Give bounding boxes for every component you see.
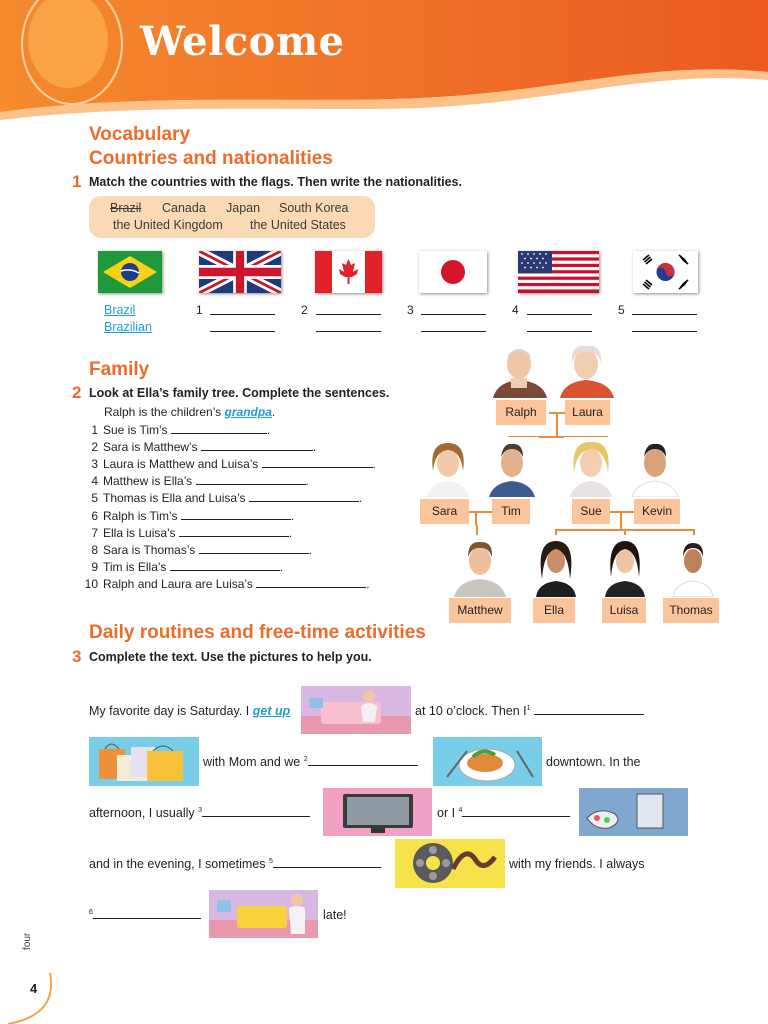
laura-photo (556, 340, 617, 398)
word-box (89, 196, 375, 238)
sentence-number: 10 (84, 577, 98, 591)
blank-number: 4 (458, 806, 463, 814)
answer-blank[interactable] (202, 807, 310, 817)
sentence-text: Sara is Thomas’s (103, 543, 196, 557)
sentence-text: Thomas is Ella and Luisa’s (103, 491, 246, 505)
name-tag-sue: Sue (572, 499, 610, 524)
exercise-instruction: Match the countries with the flags. Then write the nationalities. (89, 175, 462, 189)
get-up-picture (301, 686, 411, 734)
japan-flag (419, 251, 487, 293)
period: . (271, 405, 276, 419)
sentence-number: 9 (91, 560, 98, 574)
answer-blank[interactable] (462, 807, 570, 817)
word-item: Japan (226, 201, 261, 215)
blank-number: 5 (618, 303, 625, 317)
blank-number: 4 (512, 303, 519, 317)
sentence-text: Sue is Tim’s (103, 423, 168, 437)
text: at 10 o’clock. Then I (415, 704, 527, 718)
example-text: Ralph is the children’s (104, 405, 222, 419)
sentence-text: Ella is Luisa’s (103, 526, 176, 540)
sentence-number: 7 (91, 526, 98, 540)
countries-heading: Countries and nationalities (89, 148, 333, 169)
blank-number: 6 (89, 908, 93, 916)
thomas-photo (671, 535, 715, 597)
header-wave-graphic (0, 0, 768, 120)
answer-blank[interactable] (201, 441, 313, 451)
text-line-2b: downtown. In the (546, 755, 641, 769)
sentence-3: 3 Laura is Matthew and Luisa’s . (84, 457, 376, 471)
text-line-5a (89, 908, 201, 922)
ella-photo (534, 535, 578, 597)
luisa-photo (603, 535, 647, 597)
sentence-4: 4 Matthew is Ella’s . (84, 474, 309, 488)
sentence-number: 6 (91, 509, 98, 523)
name-tag-laura: Laura (565, 400, 610, 425)
exercise-number: 1 (72, 172, 82, 191)
blank-number: 2 (303, 755, 308, 763)
text-line-3b (437, 806, 570, 820)
header-banner (0, 0, 768, 120)
country-blank[interactable] (316, 314, 381, 315)
nationality-blank[interactable] (632, 331, 697, 332)
text-line-4b: with my friends. I always (509, 857, 645, 871)
nationality-blank[interactable] (527, 331, 592, 332)
vocabulary-heading: Vocabulary (89, 124, 191, 145)
sentence-number: 8 (91, 543, 98, 557)
country-blank[interactable] (421, 314, 486, 315)
sentence-number: 4 (91, 474, 98, 488)
tree-connector (475, 511, 477, 525)
shopping-picture (89, 737, 199, 786)
blank-number: 5 (268, 857, 273, 865)
name-tag-tim: Tim (492, 499, 530, 524)
word-item: Canada (162, 201, 206, 215)
tree-connector (556, 412, 558, 436)
word-item: the United Kingdom (113, 218, 223, 232)
nationality-blank[interactable] (316, 331, 381, 332)
name-tag-ella: Ella (533, 598, 575, 623)
blank-number: 1 (196, 303, 203, 317)
go-to-bed-picture (209, 890, 318, 938)
sentence-9: 9 Tim is Ella’s . (84, 560, 283, 574)
sentence-text: Matthew is Ella’s (103, 474, 193, 488)
answer-blank[interactable] (262, 458, 373, 468)
text: or I (437, 806, 456, 820)
sentence-text: Laura is Matthew and Luisa’s (103, 457, 259, 471)
page-number-word: four (22, 932, 33, 950)
exercise-number: 3 (72, 647, 82, 666)
blank-number: 1 (526, 704, 531, 712)
text-line-2a (203, 755, 418, 769)
ralph-photo (489, 340, 550, 398)
answer-blank[interactable] (179, 527, 289, 537)
sentence-text: Ralph is Tim’s (103, 509, 178, 523)
answer-blank[interactable] (273, 858, 381, 868)
example-sentence (104, 405, 275, 419)
text-line-5b: late! (323, 908, 347, 922)
word-item: the United States (250, 218, 346, 232)
blank-number: 2 (301, 303, 308, 317)
word-item: South Korea (279, 201, 349, 215)
text-line-1b (415, 704, 644, 718)
name-tag-matthew: Matthew (449, 598, 511, 623)
page-title: Welcome (140, 18, 345, 65)
sentence-number: 5 (91, 491, 98, 505)
kevin-photo (628, 437, 682, 497)
text: afternoon, I usually (89, 806, 195, 820)
sentence-number: 2 (91, 440, 98, 454)
page-number: 4 (30, 981, 38, 996)
answer-blank[interactable] (196, 475, 306, 485)
answer-blank[interactable] (170, 561, 280, 571)
watch-tv-picture (323, 788, 432, 836)
sentence-number: 3 (91, 457, 98, 471)
uk-flag (199, 251, 281, 293)
sentence-number: 1 (91, 423, 98, 437)
text-line-1a (89, 704, 290, 718)
sentence-8: 8 Sara is Thomas’s . (84, 543, 312, 557)
answer-blank[interactable] (534, 705, 644, 715)
family-heading: Family (89, 359, 150, 380)
routines-heading: Daily routines and free-time activities (89, 622, 426, 643)
nationality-blank[interactable] (210, 331, 275, 332)
sentence-10: 10 Ralph and Laura are Luisa’s . (84, 577, 370, 591)
text-line-3a (89, 806, 310, 820)
name-tag-sara: Sara (420, 499, 469, 524)
sentence-5: 5 Thomas is Ella and Luisa’s . (84, 491, 362, 505)
blank-number: 3 (198, 806, 203, 814)
have-lunch-picture (433, 737, 542, 786)
answer-blank[interactable] (256, 578, 366, 588)
sentence-text: Sara is Matthew’s (103, 440, 198, 454)
country-blank[interactable] (632, 314, 697, 315)
sentence-7: 7 Ella is Luisa’s . (84, 526, 292, 540)
example-country: Brazil (104, 303, 136, 317)
name-tag-luisa: Luisa (602, 598, 646, 623)
answer-blank[interactable] (308, 756, 418, 766)
text: with Mom and we (203, 755, 301, 769)
country-blank[interactable] (210, 314, 275, 315)
sentence-6: 6 Ralph is Tim’s . (84, 509, 294, 523)
matthew-photo (450, 535, 510, 597)
name-tag-thomas: Thomas (663, 598, 719, 623)
blank-number: 3 (407, 303, 414, 317)
example-answer: grandpa (224, 405, 272, 419)
usa-flag (518, 251, 599, 293)
answer-blank[interactable] (93, 909, 201, 919)
sara-photo (421, 437, 475, 497)
sentence-1: 1 Sue is Tim’s . (84, 423, 270, 437)
brazil-flag (98, 251, 162, 293)
answer-blank[interactable] (171, 424, 267, 434)
example-nationality: Brazilian (104, 320, 152, 334)
answer-blank[interactable] (181, 510, 291, 520)
text-line-4a (89, 857, 381, 871)
nationality-blank[interactable] (421, 331, 486, 332)
answer-blank[interactable] (249, 492, 359, 502)
tim-photo (485, 437, 539, 497)
canada-flag (315, 251, 382, 293)
play-video-games-picture (579, 788, 688, 836)
text: My favorite day is Saturday. I (89, 704, 250, 718)
exercise-number: 2 (72, 383, 82, 402)
country-blank[interactable] (527, 314, 592, 315)
exercise-instruction: Complete the text. Use the pictures to help you. (89, 650, 372, 664)
example-answer: get up (252, 704, 291, 718)
name-tag-kevin: Kevin (634, 499, 680, 524)
tree-connector (620, 511, 622, 529)
sentence-2: 2 Sara is Matthew’s . (84, 440, 316, 454)
word-item: Brazil (110, 201, 142, 215)
name-tag-ralph: Ralph (496, 400, 546, 425)
sentence-text: Tim is Ella’s (103, 560, 167, 574)
go-to-the-movies-picture (395, 839, 505, 888)
exercise-instruction: Look at Ella’s family tree. Complete the sentences. (89, 386, 390, 400)
sue-photo (564, 437, 618, 497)
sentence-text: Ralph and Laura are Luisa’s (103, 577, 253, 591)
south-korea-flag (633, 251, 698, 293)
answer-blank[interactable] (199, 544, 309, 554)
text: and in the evening, I sometimes (89, 857, 266, 871)
